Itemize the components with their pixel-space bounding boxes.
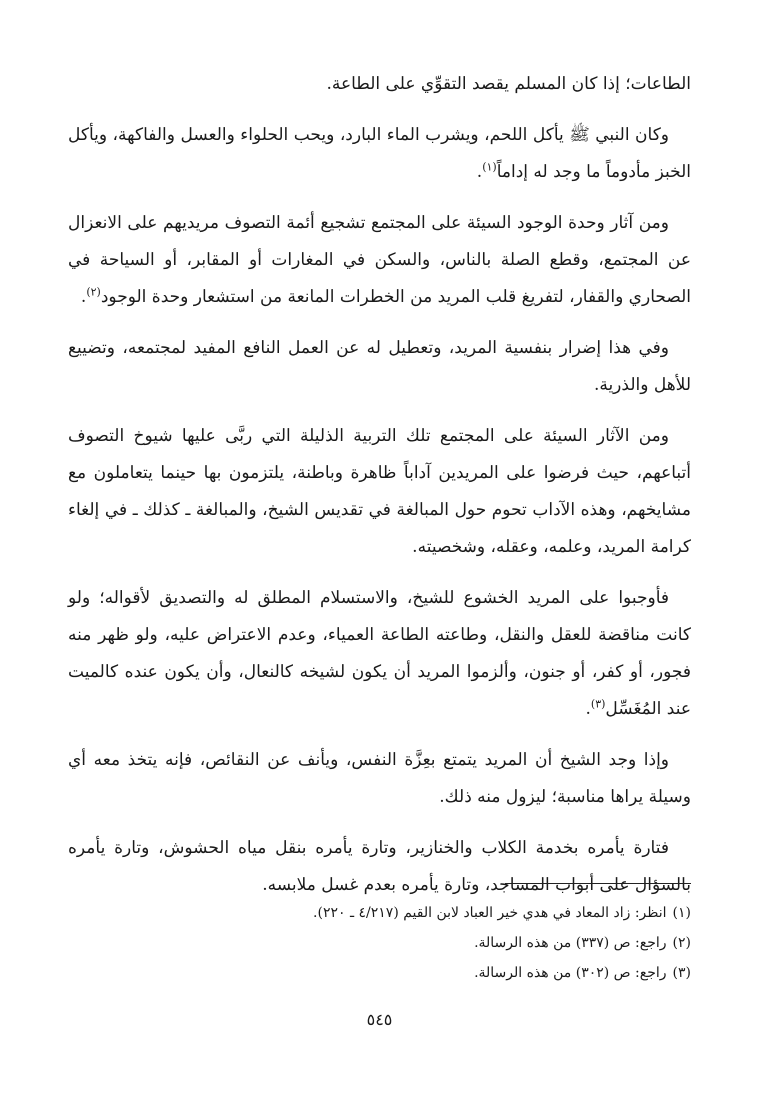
footnote-1: (١)انظر: زاد المعاد في هدي خير العباد لابن القيم (٤/٢١٧ ـ ٢٢٠). [313,905,691,921]
paragraph-4: وفي هذا إضرار بنفسية المريد، وتعطيل له عن العمل النافع المفيد لمجتمعه، وتضييع للأهل والذرية. [68,338,691,395]
paragraph-2: وكان النبي ﷺ يأكل اللحم، ويشرب الماء البارد، ويحب الحلواء والعسل والفاكهة، ويأكل الخبز مأدوماً ما وجد له إداماً$^{(١)}$. [68,125,691,182]
page-body [68,66,691,918]
paragraph-6: فأوجبوا على المريد الخشوع للشيخ، والاستسلام المطلق له والتصديق لأقواله؛ ولو كانت مناقضة للعقل والنقل، وطاعته الطاعة العمياء، وعدم الاعتراض عليه، ولو ظهر منه فجور، أو كفر، أو جنون، وألزموا المريد أن يكون لشيخه كالنعال، وأن يكون عنده كالميت عند المُغَسِّل$^{(٣)}$. [68,588,691,719]
paragraph-3: ومن آثار وحدة الوجود السيئة على المجتمع تشجيع أئمة التصوف مريديهم على الانعزال عن المجتمع، وقطع الصلة بالناس، والسكن في المغارات أو المقابر، أو السياحة في الصحاري والقفار، لتفريغ قلب المريد من الخطرات المانعة من استشعار وحدة الوجود$^{(٢)}$. [68,213,691,307]
footnote-ref-1: (١) [482,160,497,174]
footnote-divider [505,883,691,884]
page-number: ٥٤٥ [366,1010,393,1029]
footnotes [68,898,691,988]
footnote-2: (٢)راجع: ص (٣٣٧) من هذه الرسالة. [474,935,691,951]
footnote-ref-3: (٣) [590,697,606,711]
paragraph-8: فتارة يأمره بخدمة الكلاب والخنازير، وتارة يأمره بنقل مياه الحشوش، وتارة يأمره بالسؤال على أبواب المساجد، وتارة يأمره بعدم غسل ملابسه. [68,838,691,895]
footnote-3: (٣)راجع: ص (٣٠٢) من هذه الرسالة. [474,965,691,981]
paragraph-5: ومن الآثار السيئة على المجتمع تلك التربية الذليلة التي ربَّى عليها شيوخ التصوف أتباعهم، حيث فرضوا على المريدين آداباً ظاهرة وباطنة، يلتزمون بها حينما يتعاملون مع مشايخهم، وهذه الآداب تحوم حول المبالغة في تقديس الشيخ، والمبالغة ـ كذلك ـ في إلغاء كرامة المريد، وعلمه، وعقله، وشخصيته. [68,426,691,557]
paragraph-7: وإذا وجد الشيخ أن المريد يتمتع بعِزَّة النفس، ويأنف عن النقائص، فإنه يتخذ معه أي وسيلة يراها مناسبة؛ ليزول منه ذلك. [68,750,691,807]
footnote-ref-2: (٢) [86,285,101,299]
paragraph-1: الطاعات؛ إذا كان المسلم يقصد التقوِّي على الطاعة. [326,74,691,94]
